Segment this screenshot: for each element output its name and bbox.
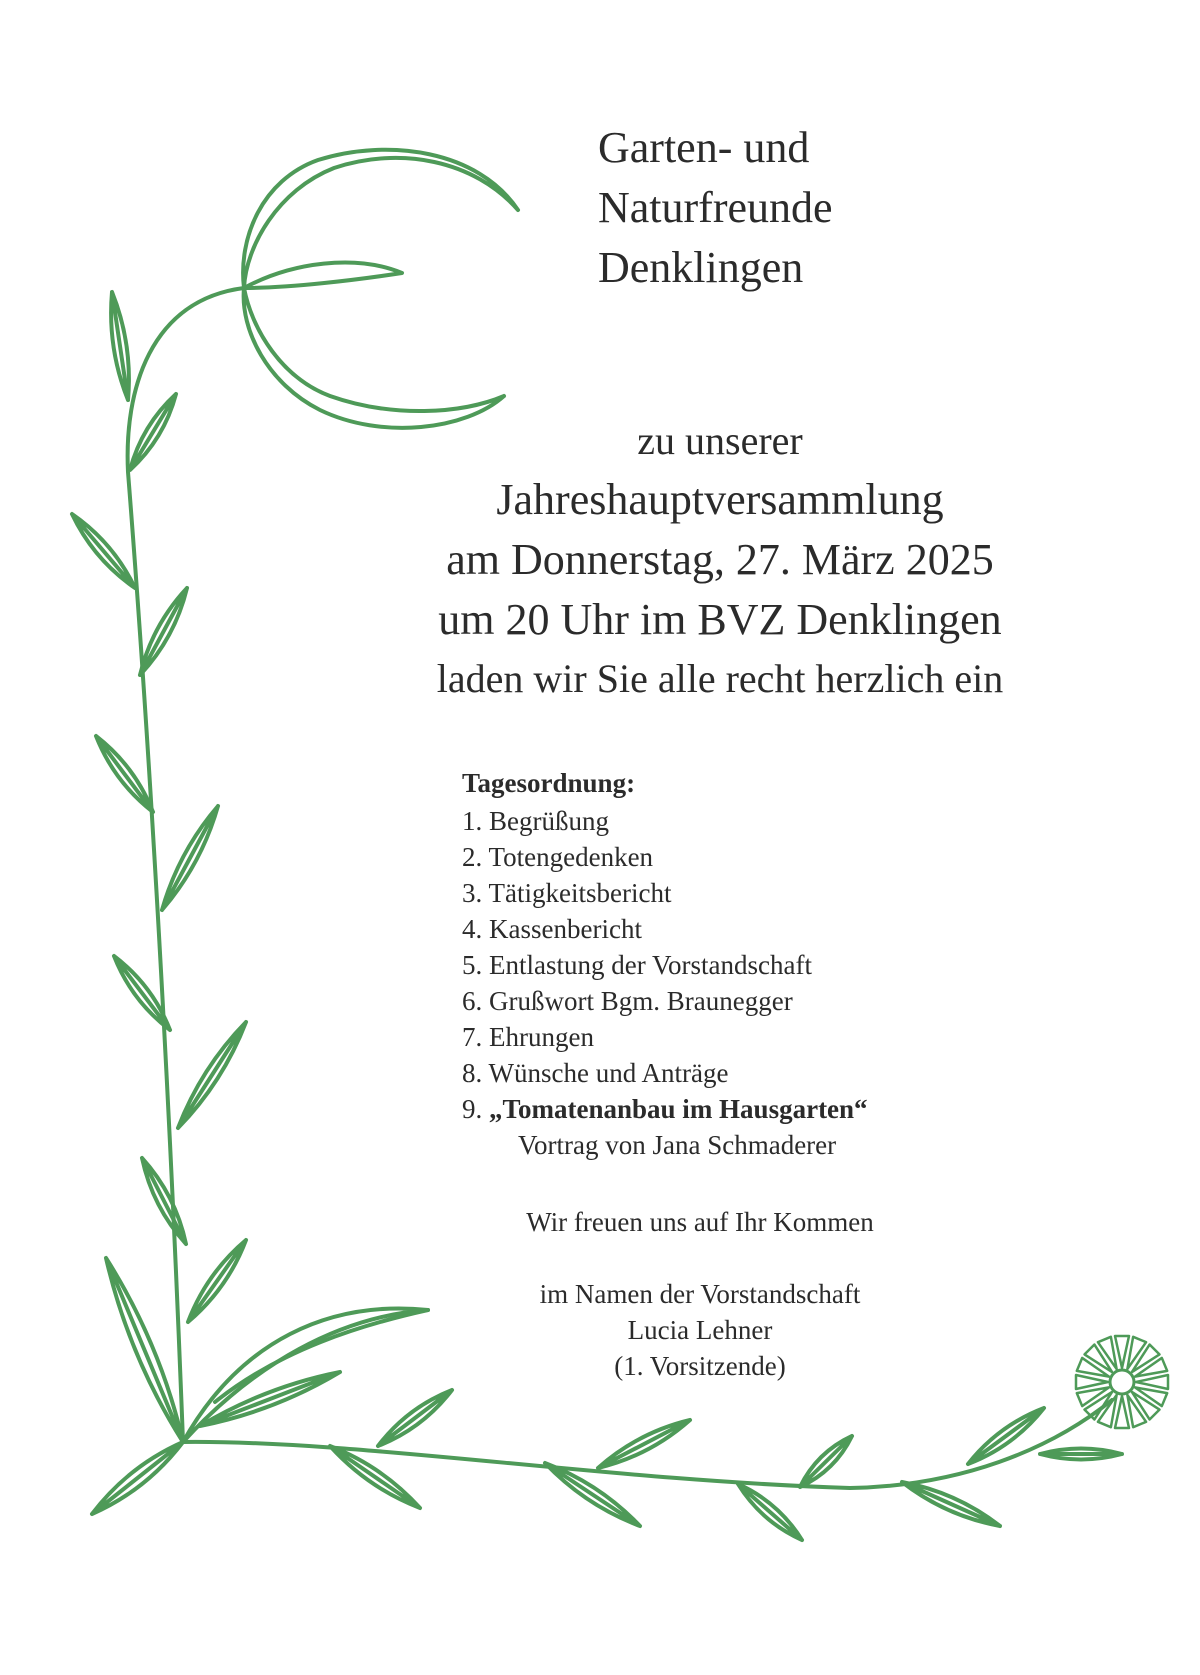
agenda-item-text: Wünsche und Anträge [488, 1058, 729, 1088]
vine-crescent-lower [244, 288, 504, 428]
agenda-item-number: 5. [462, 950, 483, 980]
vine-leaf [188, 1240, 246, 1322]
vine-leaf [142, 1158, 186, 1244]
invitation-line-2: Jahreshauptversammlung [496, 475, 944, 524]
agenda-item-text: Grußwort Bgm. Braunegger [489, 986, 793, 1016]
invitation-line-1: zu unserer [637, 418, 803, 463]
agenda-title: Tagesordnung: [462, 768, 636, 798]
vine-leaf [738, 1484, 802, 1540]
agenda-item-number: 6. [462, 986, 483, 1016]
vine-leaf [598, 1420, 690, 1468]
vine-bottom-curve-leaf-inner [215, 1310, 428, 1402]
agenda-item-number: 1. [462, 806, 483, 836]
flower-center [1110, 1370, 1134, 1394]
invitation-line-5: laden wir Sie alle recht herzlich ein [436, 656, 1004, 701]
agenda [462, 763, 868, 1163]
invitation-line-4: um 20 Uhr im BVZ Denklingen [438, 595, 1002, 644]
vine-top-leaf [244, 263, 402, 288]
agenda-item-number: 7. [462, 1022, 483, 1052]
signature-on-behalf: im Namen der Vorstandschaft [539, 1279, 861, 1309]
signature-block [470, 1276, 930, 1384]
vine-leaf [92, 1442, 183, 1514]
vine-leaf [378, 1390, 452, 1446]
agenda-item-text: Kassenbericht [489, 914, 642, 944]
agenda-item [462, 803, 868, 839]
invitation-text [360, 412, 1080, 708]
agenda-item-number: 3. [462, 878, 483, 908]
agenda-item-text: Tätigkeitsbericht [488, 878, 672, 908]
agenda-item [462, 875, 868, 911]
signature-role: (1. Vorsitzende) [614, 1351, 786, 1381]
agenda-item [462, 983, 868, 1019]
agenda-item [462, 947, 868, 983]
signature-name: Lucia Lehner [627, 1315, 773, 1345]
agenda-item-number: 2. [462, 842, 483, 872]
agenda-item-talk-title: „Tomatenanbau im Hausgarten“ [489, 1094, 868, 1124]
closing-greeting: Wir freuen uns auf Ihr Kommen [526, 1207, 874, 1237]
flower-petal [1115, 1336, 1129, 1368]
agenda-item-text: Totengedenken [488, 842, 654, 872]
flower-petal [1115, 1396, 1129, 1428]
vine-leaf [106, 1258, 183, 1442]
flower-petal [1136, 1375, 1168, 1389]
vine-leaf [162, 806, 218, 910]
club-name-line-3: Denklingen [598, 243, 804, 292]
agenda-item-text: Begrüßung [489, 806, 609, 836]
vine-leaf [800, 1436, 852, 1487]
invitation-line-3: am Donnerstag, 27. März 2025 [446, 535, 994, 584]
flower-icon [1076, 1336, 1168, 1428]
flower-petal [1076, 1375, 1108, 1389]
agenda-item [462, 1055, 868, 1091]
vine-leaf [72, 514, 135, 588]
vine-leaf [140, 588, 187, 675]
agenda-item [462, 1019, 868, 1055]
agenda-item-text: Entlastung der Vorstandschaft [489, 950, 812, 980]
agenda-item-text: Ehrungen [489, 1022, 594, 1052]
agenda-item-number: 4. [462, 914, 483, 944]
vine-leaf [902, 1482, 1000, 1526]
closing-greeting-block [470, 1204, 930, 1240]
club-name-line-2: Naturfreunde [598, 183, 833, 232]
vine-leaf [96, 736, 153, 812]
agenda-item-number: 9. [462, 1094, 483, 1124]
agenda-item-number: 8. [462, 1058, 483, 1088]
agenda-item [462, 839, 868, 875]
vine-leaf [968, 1408, 1044, 1464]
agenda-item [462, 911, 868, 947]
club-name-line-1: Garten- und [598, 123, 810, 172]
vine-leaf [178, 1022, 246, 1128]
vine-leaf [130, 394, 176, 470]
agenda-item-talk-speaker: Vortrag von Jana Schmaderer [518, 1130, 837, 1160]
club-name [598, 118, 833, 298]
vine-leaf [1040, 1449, 1122, 1460]
vine-leaf [111, 292, 129, 400]
agenda-item-talk [462, 1091, 868, 1127]
